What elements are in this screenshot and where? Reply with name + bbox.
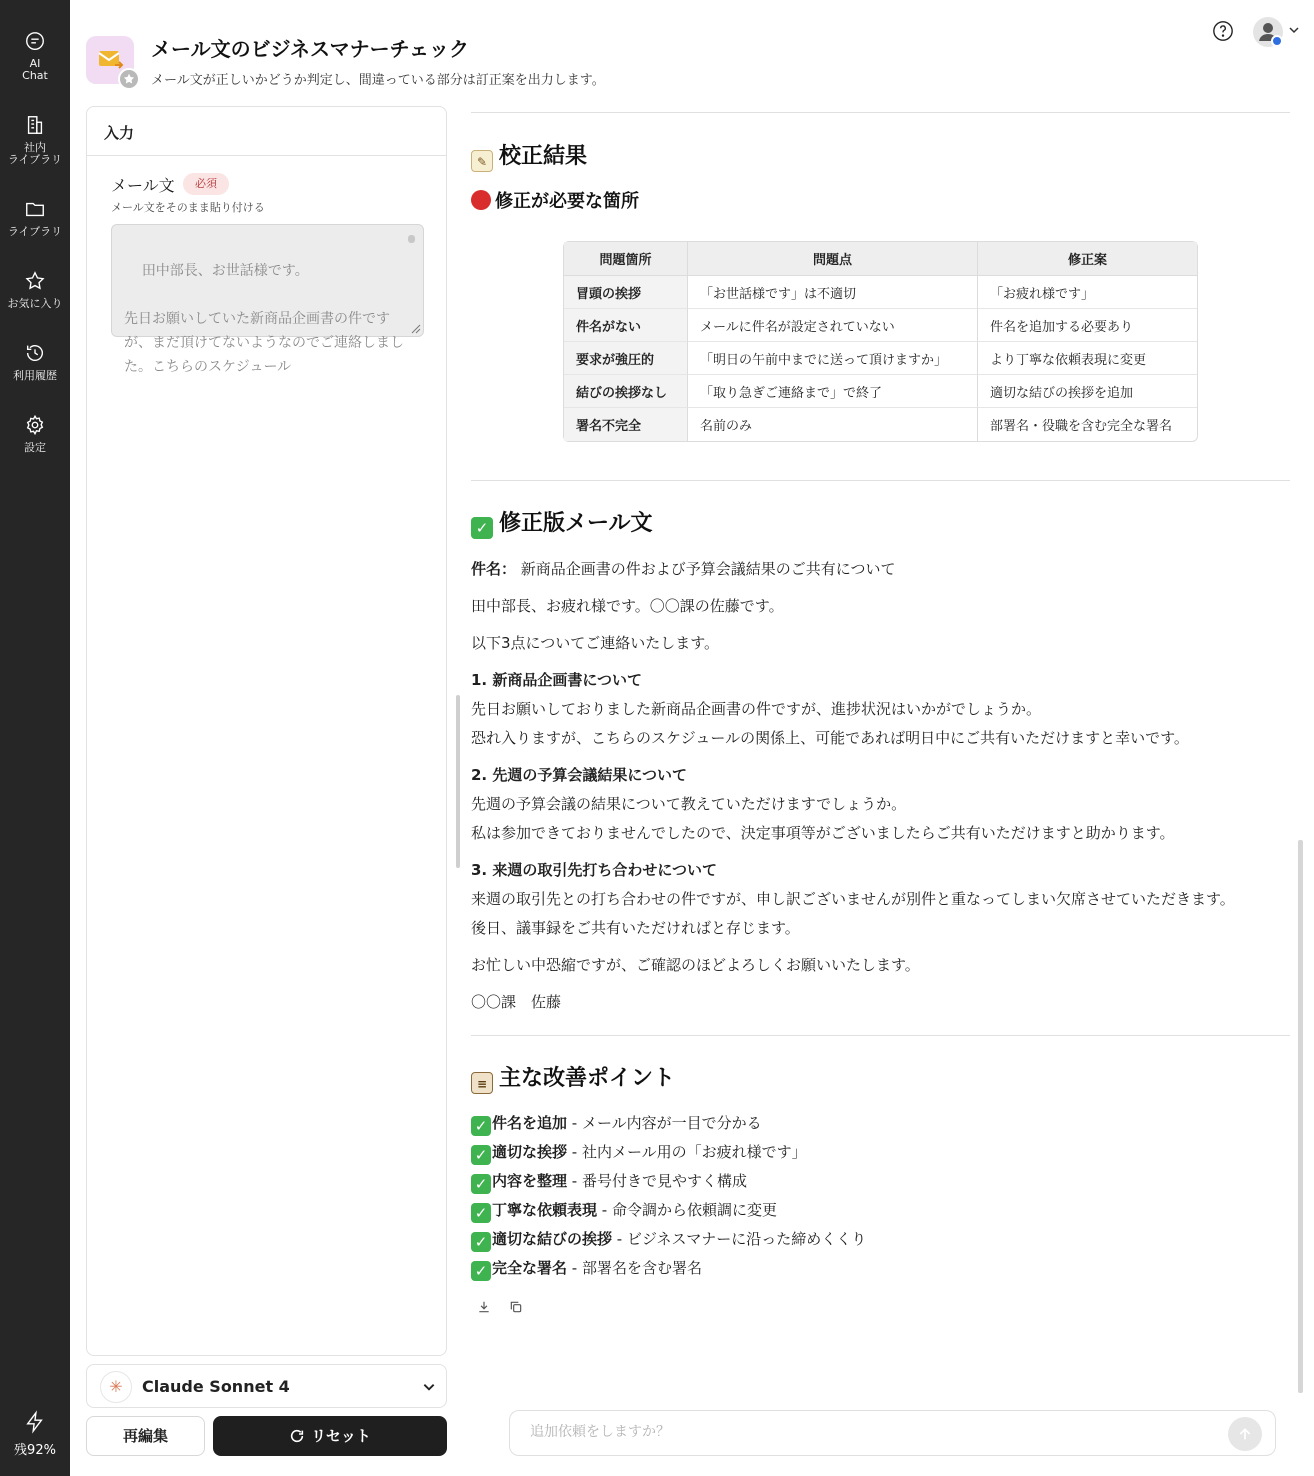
- sidebar-item-label: お気に入り: [7, 297, 63, 310]
- table-cell: 件名を追加する必要あり: [977, 309, 1197, 342]
- download-icon[interactable]: [477, 1300, 491, 1314]
- folder-icon: [24, 198, 46, 220]
- sidebar-item-label: 社内 ライブラリ: [7, 141, 63, 166]
- sidebar-item-label: 設定: [24, 441, 46, 454]
- sidebar-item-settings[interactable]: [0, 414, 70, 454]
- table-row: [564, 276, 1197, 309]
- list-item: ✓ 件名を追加 - メール内容が一目で分かる: [471, 1112, 762, 1136]
- app-icon: [86, 36, 134, 84]
- avatar[interactable]: [1253, 17, 1283, 47]
- table-cell: 「お疲れ様です」: [977, 276, 1197, 309]
- sidebar: [0, 0, 70, 1476]
- reedit-button[interactable]: 再編集: [86, 1416, 205, 1456]
- email-subject: [471, 558, 896, 579]
- point-line: 先日お願いしておりました新商品企画書の件ですが、進捗状況はいかがでしょうか。: [471, 700, 1042, 718]
- reset-icon: [289, 1428, 305, 1444]
- history-icon: [24, 342, 46, 364]
- followup-input[interactable]: [530, 1424, 1210, 1440]
- email-closing: お忙しい中恐縮ですが、ご確認のほどよろしくお願いいたします。: [471, 956, 920, 974]
- resize-grip-icon[interactable]: [411, 324, 421, 334]
- list-item: ✓ 適切な結びの挨拶 - ビジネスマナーに沿った締めくくり: [471, 1228, 866, 1252]
- point-title: 3. 来週の取引先打ち合わせについて: [471, 861, 718, 879]
- table-cell: 名前のみ: [687, 408, 977, 441]
- textarea-scrollbar[interactable]: [408, 235, 415, 243]
- table-cell: 冒頭の挨拶: [564, 276, 687, 309]
- favorite-badge[interactable]: [118, 68, 140, 90]
- sidebar-item-label: ライブラリ: [7, 225, 63, 238]
- point-title: 1. 新商品企画書について: [471, 671, 643, 689]
- point-line: 恐れ入りますが、こちらのスケジュールの関係上、可能であれば明日中にご共有いただけますと幸いです。: [471, 729, 1189, 747]
- model-select[interactable]: [86, 1364, 447, 1408]
- page-title: メール文のビジネスマナーチェック: [151, 37, 469, 61]
- quota-indicator: [0, 1410, 70, 1458]
- email-field-help: メール文をそのまま貼り付ける: [111, 201, 265, 214]
- section-improvements-title: ≡ 主な改善ポイント: [471, 1061, 675, 1094]
- sidebar-item-favorites[interactable]: [0, 270, 70, 310]
- copy-icon[interactable]: [509, 1300, 523, 1314]
- chevron-down-icon: [422, 1380, 436, 1394]
- red-circle-icon: [471, 190, 491, 210]
- table-header: 問題箇所: [564, 242, 687, 276]
- section-revised-email-title: ✓ 修正版メール文: [471, 506, 653, 539]
- settings-badge: [1271, 35, 1283, 47]
- sidebar-item-internal-library[interactable]: [0, 114, 70, 166]
- quota-label: 残92%: [14, 1443, 56, 1458]
- email-textarea-value: 田中部長、お世話様です。 先日お願いしていた新商品企画書の件ですが、まだ頂けてないようなのでご連絡しました。こちらのスケジュール: [124, 263, 404, 375]
- check-icon: ✓: [471, 1203, 491, 1223]
- email-intro: 以下3点についてご連絡いたします。: [471, 634, 720, 652]
- model-name: Claude Sonnet 4: [142, 1377, 290, 1396]
- check-icon: ✓: [471, 517, 493, 539]
- table-row: [564, 309, 1197, 342]
- point-title: 2. 先週の予算会議結果について: [471, 766, 688, 784]
- check-icon: ✓: [471, 1261, 491, 1281]
- followup-box: [509, 1410, 1276, 1456]
- list-item: ✓ 完全な署名 - 部署名を含む署名: [471, 1257, 702, 1281]
- sidebar-item-library[interactable]: [0, 198, 70, 238]
- star-icon: [120, 70, 138, 88]
- check-icon: ✓: [471, 1116, 491, 1136]
- list-item: ✓ 内容を整理 - 番号付きで見やすく構成: [471, 1170, 747, 1194]
- table-cell: 部署名・役職を含む完全な署名: [977, 408, 1197, 441]
- star-icon: [24, 270, 46, 292]
- output-scrollbar[interactable]: [1298, 840, 1303, 1393]
- check-icon: ✓: [471, 1232, 491, 1252]
- table-cell: 件名がない: [564, 309, 687, 342]
- point-line: 後日、議事録をご共有いただければと存じます。: [471, 919, 800, 937]
- sidebar-item-history[interactable]: [0, 342, 70, 382]
- check-icon: ✓: [471, 1145, 491, 1165]
- input-panel-scrollbar[interactable]: [456, 695, 460, 868]
- section-corrections-subtitle: 修正が必要な箇所: [471, 187, 639, 213]
- table-cell: より丁寧な依頼表現に変更: [977, 342, 1197, 375]
- sidebar-item-label: AI Chat: [22, 57, 48, 82]
- subject-value: 新商品企画書の件および予算会議結果のご共有について: [516, 560, 896, 578]
- mail-icon: [98, 48, 124, 72]
- claude-logo-icon: ✳: [100, 1371, 132, 1403]
- email-textarea[interactable]: [111, 224, 424, 375]
- list-item: ✓ 丁寧な依頼表現 - 命令調から依頼調に変更: [471, 1199, 777, 1223]
- subject-label: 件名：: [471, 560, 517, 578]
- list-item: ✓ 適切な挨拶 - 社内メール用の「お疲れ様です」: [471, 1141, 807, 1165]
- help-icon[interactable]: [1212, 20, 1234, 42]
- input-panel: [86, 106, 447, 1356]
- section-proofread-title: ✎ 校正結果: [471, 139, 587, 172]
- chat-icon: [24, 30, 46, 52]
- table-row: [564, 408, 1197, 441]
- divider: [471, 112, 1290, 113]
- building-icon: [24, 114, 46, 136]
- table-cell: 要求が強圧的: [564, 342, 687, 375]
- table-cell: 適切な結びの挨拶を追加: [977, 375, 1197, 408]
- input-panel-heading: 入力: [87, 107, 446, 156]
- reset-button-label: リセット: [311, 1427, 371, 1445]
- check-icon: ✓: [471, 1174, 491, 1194]
- lightning-icon: [24, 1410, 46, 1434]
- required-badge: 必須: [183, 173, 229, 195]
- table-header-row: [564, 242, 1197, 276]
- email-signature: 〇〇課 佐藤: [471, 993, 562, 1011]
- divider: [471, 480, 1290, 481]
- point-line: 来週の取引先との打ち合わせの件ですが、申し訳ございませんが別件と重なってしまい欠席させていただきます。: [471, 890, 1235, 908]
- point-line: 先週の予算会議の結果について教えていただけますでしょうか。: [471, 795, 907, 813]
- table-row: [564, 342, 1197, 375]
- table-cell: 署名不完全: [564, 408, 687, 441]
- sidebar-item-label: 利用履歴: [13, 369, 57, 382]
- memo-icon: ✎: [471, 150, 493, 172]
- point-line: 私は参加できておりませんでしたので、決定事項等がございましたらご共有いただけますと助かります。: [471, 824, 1175, 842]
- table-cell: 「取り急ぎご連絡まで」で終了: [687, 375, 977, 408]
- divider: [471, 1035, 1290, 1036]
- chevron-down-icon[interactable]: [1288, 24, 1300, 36]
- issues-table: [563, 241, 1198, 442]
- table-row: [564, 375, 1197, 408]
- email-field-label: メール文: [111, 176, 175, 195]
- table-header: 修正案: [977, 242, 1197, 276]
- table-cell: 結びの挨拶なし: [564, 375, 687, 408]
- table-cell: 「明日の午前中までに送って頂けますか」: [687, 342, 977, 375]
- table-cell: 「お世話様です」は不適切: [687, 276, 977, 309]
- reset-button[interactable]: [213, 1416, 447, 1456]
- email-greeting: 田中部長、お疲れ様です。〇〇課の佐藤です。: [471, 597, 784, 615]
- clipboard-icon: ≡: [471, 1072, 493, 1094]
- gear-icon: [24, 414, 46, 436]
- send-button[interactable]: [1228, 1417, 1262, 1451]
- table-cell: メールに件名が設定されていない: [687, 309, 977, 342]
- table-header: 問題点: [687, 242, 977, 276]
- page-subtitle: メール文が正しいかどうか判定し、間違っている部分は訂正案を出力します。: [151, 73, 605, 88]
- send-icon: [1237, 1426, 1253, 1442]
- sidebar-item-ai-chat[interactable]: [0, 30, 70, 82]
